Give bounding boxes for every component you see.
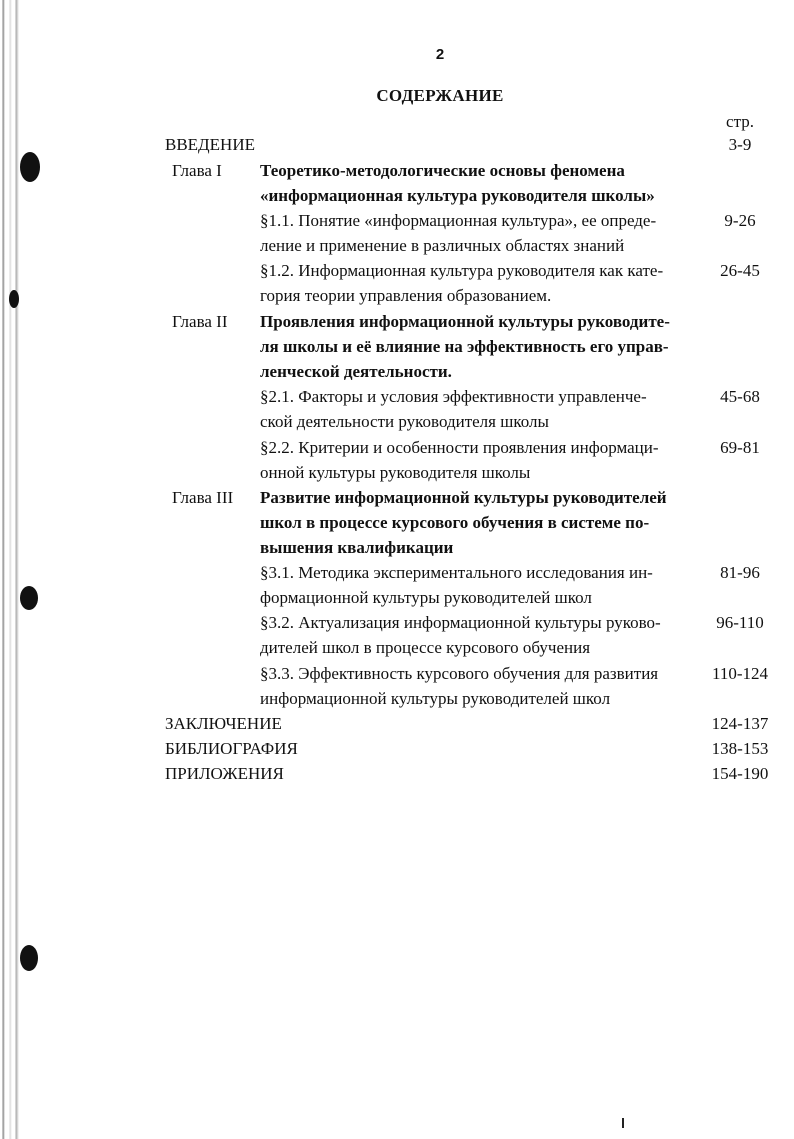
page-title: СОДЕРЖАНИЕ: [376, 86, 504, 105]
chapter-title-line: Проявления информационной культуры руководите-: [260, 312, 670, 331]
chapter-number: Глава I: [172, 161, 222, 180]
section-title-line: ской деятельности руководителя школы: [260, 412, 549, 431]
chapter-title-line: «информационная культура руководителя школы»: [260, 186, 655, 205]
scan-edge: [0, 0, 22, 1139]
toc-entry-pages: 154-190: [711, 764, 769, 783]
chapter-number: Глава III: [172, 488, 234, 507]
binding-hole: [20, 152, 40, 182]
section-pages: 45-68: [720, 387, 760, 406]
section-title-line: §1.1. Понятие «информационная культура», ее опреде-: [260, 211, 657, 230]
section-title-line: онной культуры руководителя школы: [260, 463, 531, 482]
pages-column-header: стр.: [726, 112, 754, 131]
section-title-line: информационной культуры руководителей школ: [260, 689, 611, 708]
section-title-line: §2.1. Факторы и условия эффективности управленче-: [260, 387, 647, 406]
toc-entry-label: ПРИЛОЖЕНИЯ: [165, 764, 284, 783]
toc-entry-pages: 3-9: [728, 135, 752, 154]
section-pages: 96-110: [716, 613, 764, 632]
section-title-line: ление и применение в различных областях знаний: [260, 236, 625, 255]
section-pages: 110-124: [711, 664, 769, 683]
chapter-title-line: Теоретико-методологические основы феномена: [260, 161, 625, 180]
section-title-line: §2.2. Критерии и особенности проявления информаци-: [260, 438, 659, 457]
toc-entry-label: ЗАКЛЮЧЕНИЕ: [165, 714, 282, 733]
section-title-line: §3.1. Методика экспериментального исследования ин-: [260, 563, 653, 582]
section-title-line: гория теории управления образованием.: [260, 286, 552, 305]
scan-speck: [622, 1118, 624, 1128]
chapter-number: Глава II: [172, 312, 228, 331]
section-title-line: §1.2. Информационная культура руководителя как кате-: [260, 261, 664, 280]
toc-entry-pages: 124-137: [711, 714, 769, 733]
page-number: 2: [435, 46, 445, 63]
chapter-title-line: школ в процессе курсового обучения в системе по-: [260, 513, 650, 532]
chapter-title-line: ля школы и её влияние на эффективность его управ-: [260, 337, 669, 356]
binding-hole: [20, 586, 38, 610]
toc-entry-label: БИБЛИОГРАФИЯ: [165, 739, 298, 758]
section-title-line: §3.3. Эффективность курсового обучения для развития: [260, 664, 659, 683]
chapter-title-line: Развитие информационной культуры руководителей: [260, 488, 667, 507]
section-title-line: §3.2. Актуализация информационной культуры руково-: [260, 613, 661, 632]
section-pages: 81-96: [720, 563, 760, 582]
toc-entry-pages: 138-153: [711, 739, 769, 758]
chapter-title-line: вышения квалификации: [260, 538, 454, 557]
section-title-line: дителей школ в процессе курсового обучения: [260, 638, 591, 657]
binding-hole: [20, 945, 38, 971]
section-title-line: формационной культуры руководителей школ: [260, 588, 592, 607]
section-pages: 26-45: [720, 261, 760, 280]
section-pages: 9-26: [724, 211, 756, 230]
binding-hole: [9, 290, 19, 308]
chapter-title-line: ленческой деятельности.: [260, 362, 452, 381]
section-pages: 69-81: [720, 438, 760, 457]
toc-entry-label: ВВЕДЕНИЕ: [165, 135, 255, 154]
